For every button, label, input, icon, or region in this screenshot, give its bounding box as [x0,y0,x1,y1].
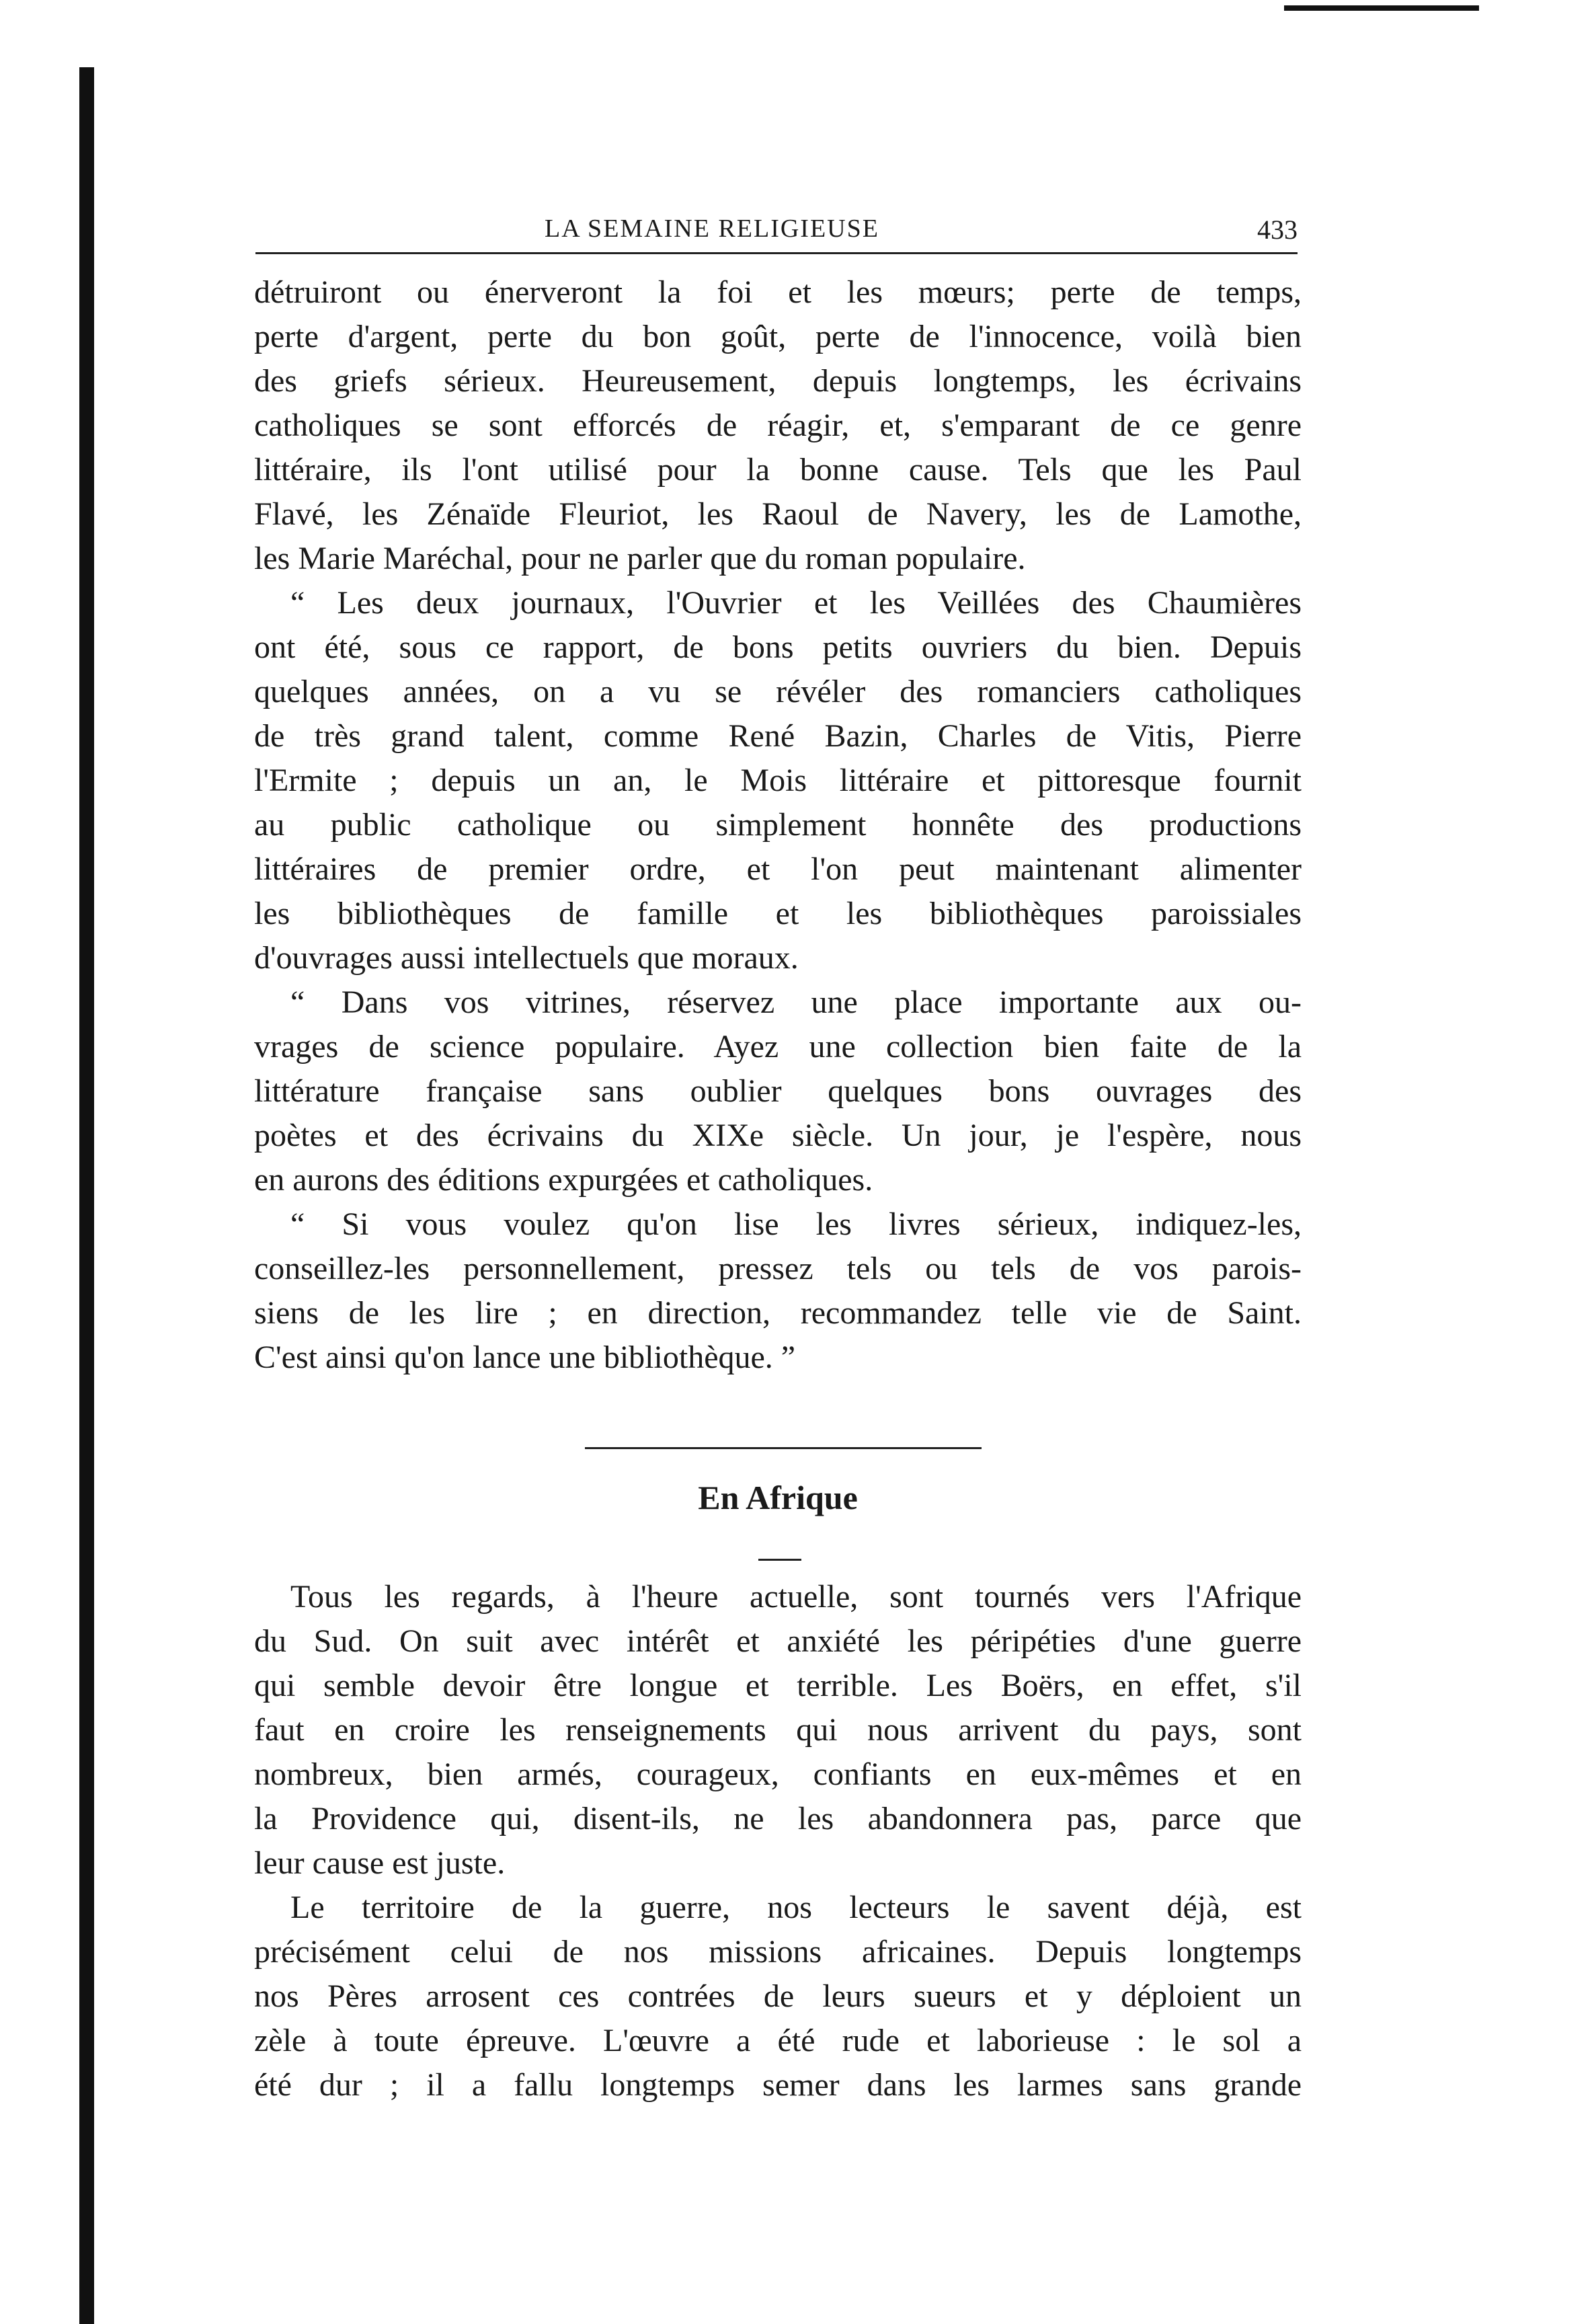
text-line: précisément celui de nos missions africaines. Depuis longtemps [254,1934,1302,1970]
text-line: catholiques se sont efforcés de réagir, et, s'emparant de ce genre [254,408,1302,443]
text-line: littéraire, ils l'ont utilisé pour la bonne cause. Tels que les Paul [254,452,1302,488]
text-line: littérature française sans oublier quelques bons ouvrages des [254,1073,1302,1109]
text-line: quelques années, on a vu se révéler des romanciers catholiques [254,674,1302,709]
text-line: poètes et des écrivains du XIXe siècle. Un jour, je l'espère, nous [254,1118,1302,1153]
text-line: été dur ; il a fallu longtemps semer dans les larmes sans grande [254,2067,1302,2103]
text-line: qui semble devoir être longue et terrible. Les Boërs, en effet, s'il [254,1668,1302,1703]
header-rule [255,252,1298,254]
text-line: en aurons des éditions expurgées et catholiques. [254,1162,873,1198]
section-divider [585,1447,982,1449]
text-line: siens de les lire ; en direction, recommandez telle vie de Saint. [254,1295,1302,1331]
page-number: 433 [1257,215,1298,245]
text-line: “ Dans vos vitrines, réservez une place importante aux ou- [290,984,1302,1020]
text-line: au public catholique ou simplement honnête des productions [254,807,1302,843]
binding-edge [79,67,94,2324]
text-line: “ Les deux journaux, l'Ouvrier et les Veillées des Chaumières [290,585,1302,621]
text-line: de très grand talent, comme René Bazin, Charles de Vitis, Pierre [254,718,1302,754]
text-line: ont été, sous ce rapport, de bons petits ouvriers du bien. Depuis [254,629,1302,665]
text-line: du Sud. On suit avec intérêt et anxiété les péripéties d'une guerre [254,1623,1302,1659]
running-title: LA SEMAINE RELIGIEUSE [545,215,879,243]
text-line: Flavé, les Zénaïde Fleuriot, les Raoul de Navery, les de Lamothe, [254,496,1302,532]
text-line: zèle à toute épreuve. L'œuvre a été rude et laborieuse : le sol a [254,2023,1302,2058]
text-line: Le territoire de la guerre, nos lecteurs le savent déjà, est [290,1890,1302,1925]
text-line: “ Si vous voulez qu'on lise les livres sérieux, indiquez-les, [290,1206,1302,1242]
running-header [255,214,1298,254]
text-line: la Providence qui, disent-ils, ne les abandonnera pas, parce que [254,1801,1302,1836]
text-line: l'Ermite ; depuis un an, le Mois littéraire et pittoresque fournit [254,763,1302,798]
text-line: C'est ainsi qu'on lance une bibliothèque. ” [254,1340,796,1375]
text-line: nos Pères arrosent ces contrées de leurs sueurs et y déploient un [254,1978,1302,2014]
section-title-dash [758,1559,801,1561]
text-line: les Marie Maréchal, pour ne parler que du roman populaire. [254,541,1026,576]
text-line: littéraires de premier ordre, et l'on peut maintenant alimenter [254,851,1302,887]
text-line: faut en croire les renseignements qui nous arrivent du pays, sont [254,1712,1302,1748]
scan-mark [1284,5,1479,11]
text-line: des griefs sérieux. Heureusement, depuis longtemps, les écrivains [254,363,1302,399]
text-line: perte d'argent, perte du bon goût, perte de l'innocence, voilà bien [254,319,1302,354]
text-line: nombreux, bien armés, courageux, confiants en eux-mêmes et en [254,1756,1302,1792]
text-line: détruiront ou énerveront la foi et les mœurs; perte de temps, [254,274,1302,310]
text-line: les bibliothèques de famille et les bibliothèques paroissiales [254,896,1302,931]
section-title: En Afrique [698,1479,858,1516]
text-line: d'ouvrages aussi intellectuels que moraux. [254,940,799,976]
text-line: leur cause est juste. [254,1845,506,1881]
text-line: conseillez-les personnellement, pressez tels ou tels de vos parois- [254,1251,1302,1286]
text-line: vrages de science populaire. Ayez une collection bien faite de la [254,1029,1302,1064]
text-line: Tous les regards, à l'heure actuelle, sont tournés vers l'Afrique [290,1579,1302,1615]
